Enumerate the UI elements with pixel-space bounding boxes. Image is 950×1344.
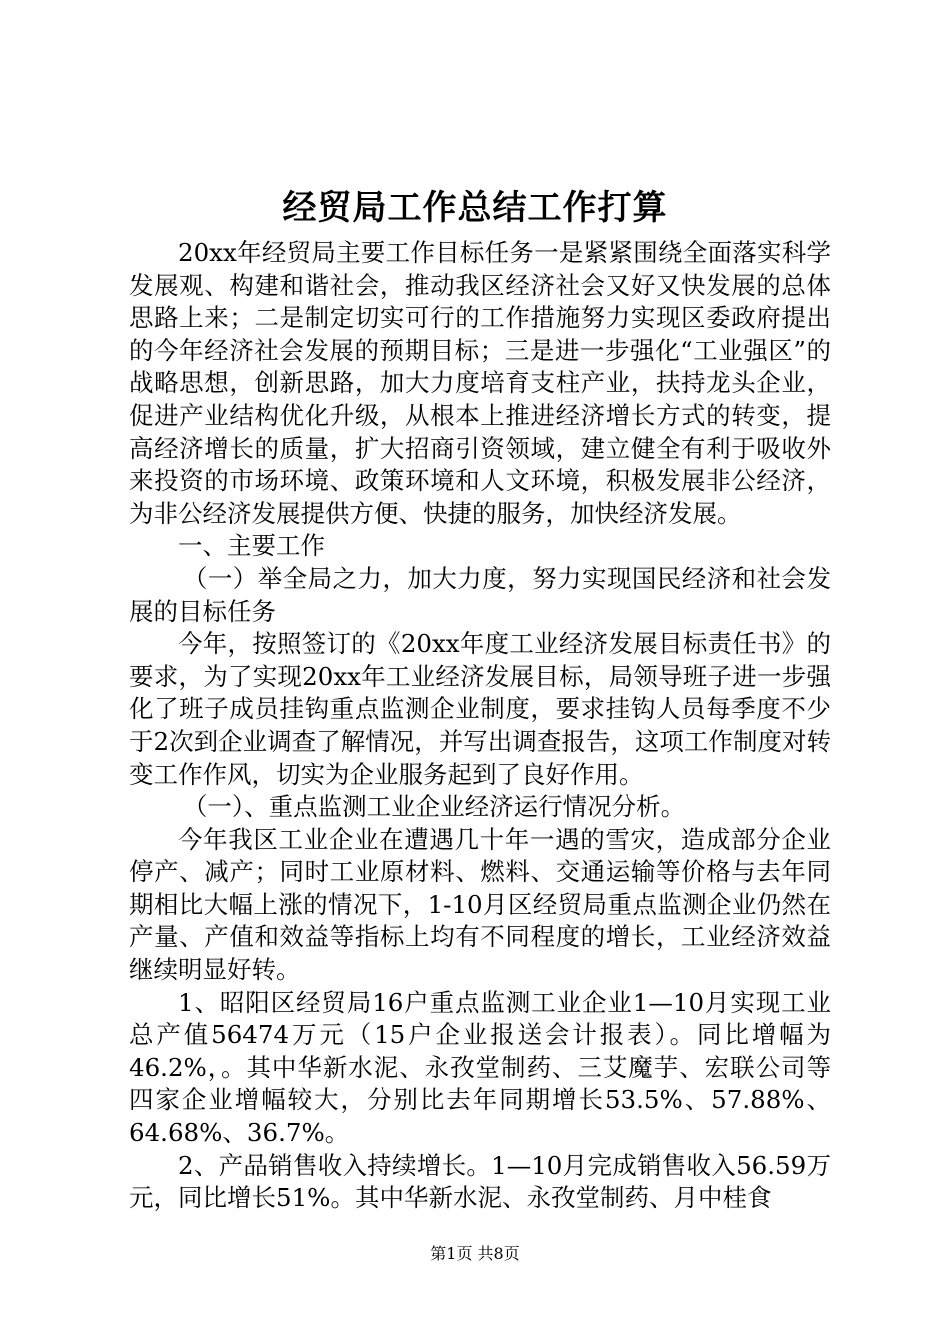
paragraph-output-value: 1、昭阳区经贸局16户重点监测工业企业1—10月实现工业总产值56474万元（15户企业报送会计报表）。同比增幅为46.2%，。其中华新水泥、永孜堂制药、三艾魔芋、宏联公司等四家企业增幅较大，分别比去年同期增长53.5%、57.88%、64.68%、36.7%。: [129, 987, 831, 1148]
section-heading-main-work: 一、主要工作: [178, 531, 325, 561]
paragraph-sales-revenue: 2、产品销售收入持续增长。1—10月完成销售收入56.59万元，同比增长51%。其中华新水泥、永孜堂制药、月中桂食: [129, 1150, 831, 1213]
document-body: [129, 237, 831, 1215]
document-title: 经贸局工作总结工作打算: [282, 188, 668, 228]
subsection-heading-monitoring: （一）、重点监测工业企业经济运行情况分析。: [182, 792, 686, 822]
paragraph-responsibility: 今年，按照签订的《20xx年度工业经济发展目标责任书》的要求，为了实现20xx年工业经济发展目标，局领导班子进一步强化了班子成员挂钩重点监测企业制度，要求挂钩人员每季度不少于2次到企业调查了解情况，并写出调查报告，这项工作制度对转变工作作风，切实为企业服务起到了良好作用。: [129, 629, 831, 789]
page-number-footer: 第1页 共8页: [430, 1244, 520, 1263]
intro-paragraph: 20xx年经贸局主要工作目标任务一是紧紧围绕全面落实科学发展观、构建和谐社会，推动我区经济社会又好又快发展的总体思路上来；二是制定切实可行的工作措施努力实现区委政府提出的今年经济社会发展的预期目标；三是进一步强化“工业强区”的战略思想，创新思路，加大力度培育支柱产业，扶持龙头企业，促进产业结构优化升级，从根本上推进经济增长方式的转变，提高经济增长的质量，扩大招商引资领域，建立健全有利于吸收外来投资的市场环境、政策环境和人文环境，积极发展非公经济，为非公经济发展提供方便、快捷的服务，加快经济发展。: [129, 238, 831, 528]
paragraph-economic-overview: 今年我区工业企业在遭遇几十年一遇的雪灾，造成部分企业停产、减产；同时工业原材料、燃料、交通运输等价格与去年同期相比大幅上涨的情况下，1-10月区经贸局重点监测企业仍然在产量、产值和效益等指标上均有不同程度的增长，工业经济效益继续明显好转。: [129, 824, 831, 985]
subsection-heading-1: （一）举全局之力，加大力度，努力实现国民经济和社会发展的目标任务: [129, 563, 831, 626]
